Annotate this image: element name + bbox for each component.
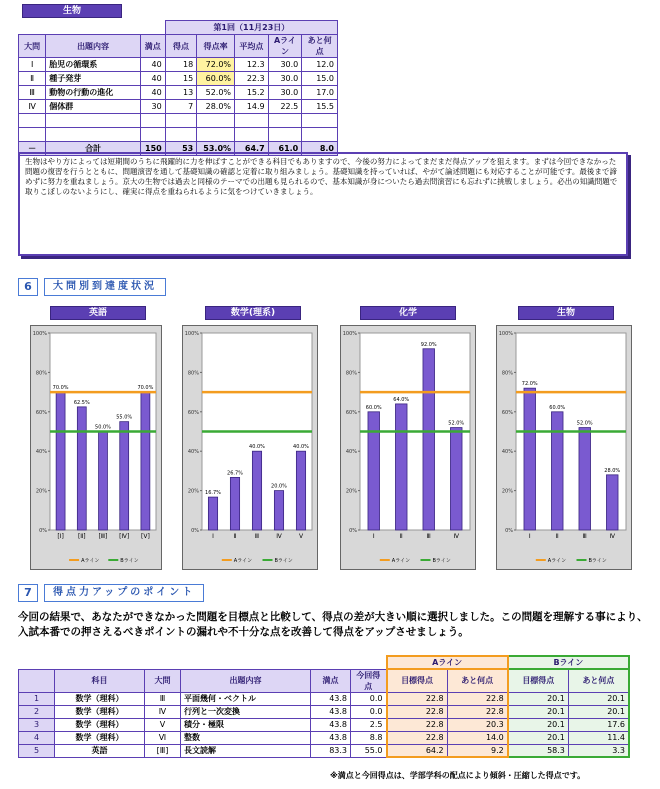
bar xyxy=(524,388,536,530)
improvement-cell-no: 4 xyxy=(19,731,55,744)
improvement-cell-b-target: 20.1 xyxy=(508,731,569,744)
y-tick-label: 0% xyxy=(349,528,357,534)
bar-chart xyxy=(30,325,162,570)
y-tick-label: 0% xyxy=(191,528,199,534)
improvement-table xyxy=(18,655,630,758)
section7-number: 7 xyxy=(18,584,38,602)
bline-group-header: Bライン xyxy=(508,656,629,669)
category-label: Ⅲ xyxy=(582,533,587,540)
y-tick-label: 40% xyxy=(35,449,47,456)
improvement-row xyxy=(19,705,630,718)
aline-group-header: Aライン xyxy=(387,656,508,669)
legend-aline-label: Aライン xyxy=(547,558,567,564)
data-label: 64.0% xyxy=(393,396,410,403)
improvement-cell-score: 0.0 xyxy=(351,705,387,718)
improvement-cell-a-remain: 9.2 xyxy=(447,744,508,757)
y-tick-label: 100% xyxy=(498,331,513,337)
chart-title: 化学 xyxy=(360,306,456,320)
score-cell-remain: 12.0 xyxy=(302,58,338,72)
score-row xyxy=(19,100,338,114)
section6-title: 大問別到達度状況 xyxy=(44,278,166,296)
y-tick-label: 20% xyxy=(35,488,47,495)
category-label: Ⅴ xyxy=(298,533,304,540)
score-cell-max: 40 xyxy=(140,58,165,72)
score-cell-avg: 15.2 xyxy=(235,86,269,100)
category-label: Ⅳ xyxy=(453,533,460,540)
y-tick-label: 20% xyxy=(345,488,357,495)
y-tick-label: 80% xyxy=(501,370,513,377)
y-tick-label: 60% xyxy=(345,409,357,416)
col-daimon7: 大問 xyxy=(145,669,181,692)
improvement-cell-score: 2.5 xyxy=(351,718,387,731)
y-tick-label: 20% xyxy=(187,488,199,495)
category-label: Ⅳ xyxy=(609,533,616,540)
footnote: ※満点と今回得点は、学部学科の配点により傾斜・圧縮した得点です。 xyxy=(330,771,586,780)
score-cell-content: 種子発芽 xyxy=(46,72,141,86)
improvement-cell-content: 積分・極限 xyxy=(181,718,311,731)
improvement-cell-score: 0.0 xyxy=(351,692,387,705)
col-content: 出題内容 xyxy=(46,35,141,58)
improvement-cell-score: 55.0 xyxy=(351,744,387,757)
improvement-cell-a-target: 22.8 xyxy=(387,692,448,705)
section6-number: 6 xyxy=(18,278,38,296)
improvement-cell-max: 43.8 xyxy=(311,705,351,718)
bar xyxy=(296,451,305,530)
score-table xyxy=(18,20,338,156)
improvement-cell-content: 行列と一次変換 xyxy=(181,705,311,718)
improvement-cell-a-target: 22.8 xyxy=(387,705,448,718)
score-cell-daimon: Ⅰ xyxy=(19,58,46,72)
improvement-cell-no: 3 xyxy=(19,718,55,731)
improvement-cell-daimon: Ⅵ xyxy=(145,731,181,744)
improvement-cell-subject: 数学（理科） xyxy=(55,718,145,731)
legend-aline-label: Aライン xyxy=(81,558,100,564)
bar xyxy=(208,497,217,530)
score-cell-max: 30 xyxy=(140,100,165,114)
y-tick-label: 100% xyxy=(342,331,357,337)
data-label: 52.0% xyxy=(448,420,465,427)
score-cell-score: 13 xyxy=(165,86,197,100)
bar-chart xyxy=(496,325,632,570)
improvement-row xyxy=(19,731,630,744)
improvement-cell-subject: 数学（理科） xyxy=(55,692,145,705)
y-tick-label: 20% xyxy=(501,488,513,495)
improvement-cell-subject: 数学（理科） xyxy=(55,705,145,718)
data-label: 55.0% xyxy=(116,414,133,421)
data-label: 62.5% xyxy=(73,399,90,406)
col-rate: 得点率 xyxy=(197,35,235,58)
col-a-remain: あと何点 xyxy=(447,669,508,692)
data-label: 26.7% xyxy=(227,470,243,477)
score-row xyxy=(19,86,338,100)
score-cell-content: 胎児の循環系 xyxy=(46,58,141,72)
bar xyxy=(423,349,435,530)
col-daimon: 大問 xyxy=(19,35,46,58)
category-label: [Ⅱ] xyxy=(77,533,86,540)
y-tick-label: 0% xyxy=(505,528,513,534)
improvement-cell-a-target: 22.8 xyxy=(387,731,448,744)
improvement-cell-daimon: Ⅴ xyxy=(145,718,181,731)
legend-aline-label: Aライン xyxy=(391,558,411,564)
y-tick-label: 40% xyxy=(501,449,513,456)
data-label: 20.0% xyxy=(271,483,287,490)
legend-bline-label: Bライン xyxy=(274,558,293,564)
bar xyxy=(252,451,261,530)
bar xyxy=(230,477,239,530)
col-score7: 今回得点 xyxy=(351,669,387,692)
data-label: 52.0% xyxy=(576,420,593,427)
score-cell-max: 40 xyxy=(140,72,165,86)
col-a-target: 目標得点 xyxy=(387,669,448,692)
improvement-cell-a-remain: 14.0 xyxy=(447,731,508,744)
data-label: 28.0% xyxy=(604,467,621,474)
improvement-cell-no: 2 xyxy=(19,705,55,718)
legend-bline-label: Bライン xyxy=(588,558,607,564)
y-tick-label: 40% xyxy=(187,449,199,456)
improvement-cell-b-remain: 20.1 xyxy=(568,692,629,705)
score-cell-daimon: Ⅳ xyxy=(19,100,46,114)
chart-title: 英語 xyxy=(50,306,146,320)
improvement-cell-subject: 数学（理科） xyxy=(55,731,145,744)
col-b-remain: あと何点 xyxy=(568,669,629,692)
improvement-cell-b-target: 20.1 xyxy=(508,718,569,731)
data-label: 72.0% xyxy=(521,381,538,388)
y-tick-label: 40% xyxy=(345,449,357,456)
improvement-cell-b-remain: 3.3 xyxy=(568,744,629,757)
y-tick-label: 80% xyxy=(345,370,357,377)
y-tick-label: 80% xyxy=(187,370,199,377)
improvement-cell-subject: 英語 xyxy=(55,744,145,757)
legend-bline-label: Bライン xyxy=(120,558,139,564)
score-cell-aline: 30.0 xyxy=(268,58,302,72)
y-tick-label: 100% xyxy=(184,331,199,337)
improvement-cell-a-target: 64.2 xyxy=(387,744,448,757)
improvement-cell-daimon: [Ⅲ] xyxy=(145,744,181,757)
score-cell-remain: 15.0 xyxy=(302,72,338,86)
improvement-cell-content: 整数 xyxy=(181,731,311,744)
chart-title: 数学(理系) xyxy=(205,306,301,320)
score-cell-content: 個体群 xyxy=(46,100,141,114)
data-label: 50.0% xyxy=(95,424,111,431)
col-subject: 科目 xyxy=(55,669,145,692)
score-cell-rate: 52.0% xyxy=(197,86,235,100)
category-label: Ⅲ xyxy=(254,533,260,540)
improvement-cell-a-target: 22.8 xyxy=(387,718,448,731)
improvement-cell-max: 83.3 xyxy=(311,744,351,757)
score-cell-daimon: Ⅲ xyxy=(19,86,46,100)
bar xyxy=(395,404,407,530)
col-b-target: 目標得点 xyxy=(508,669,569,692)
bar xyxy=(141,392,150,530)
improvement-cell-max: 43.8 xyxy=(311,731,351,744)
improvement-cell-b-target: 20.1 xyxy=(508,705,569,718)
category-label: Ⅲ xyxy=(426,533,431,540)
improvement-cell-a-remain: 20.3 xyxy=(447,718,508,731)
category-label: [Ⅰ] xyxy=(57,533,64,540)
improvement-cell-b-remain: 20.1 xyxy=(568,705,629,718)
improvement-cell-a-remain: 22.8 xyxy=(447,692,508,705)
improvement-cell-b-remain: 17.6 xyxy=(568,718,629,731)
score-cell-score: 7 xyxy=(165,100,197,114)
score-cell-aline: 30.0 xyxy=(268,72,302,86)
bar xyxy=(274,491,283,530)
category-label: Ⅱ xyxy=(555,533,559,540)
improvement-cell-max: 43.8 xyxy=(311,692,351,705)
score-cell-avg: 14.9 xyxy=(235,100,269,114)
score-cell-remain: 17.0 xyxy=(302,86,338,100)
score-cell-rate: 60.0% xyxy=(197,72,235,86)
col-max: 満点 xyxy=(140,35,165,58)
improvement-cell-daimon: Ⅲ xyxy=(145,692,181,705)
improvement-cell-b-remain: 11.4 xyxy=(568,731,629,744)
data-label: 40.0% xyxy=(293,444,309,451)
bar xyxy=(579,428,591,530)
bar xyxy=(551,412,563,530)
category-label: Ⅰ xyxy=(212,533,214,540)
col-max7: 満点 xyxy=(311,669,351,692)
col-aline: Aライン xyxy=(268,35,302,58)
improvement-cell-no: 5 xyxy=(19,744,55,757)
improvement-row xyxy=(19,718,630,731)
score-cell-score: 15 xyxy=(165,72,197,86)
category-label: Ⅱ xyxy=(233,533,237,540)
data-label: 60.0% xyxy=(365,404,382,411)
improvement-cell-a-remain: 22.8 xyxy=(447,705,508,718)
improvement-cell-no: 1 xyxy=(19,692,55,705)
data-label: 40.0% xyxy=(249,444,265,451)
bar xyxy=(450,428,462,530)
bar-chart xyxy=(340,325,476,570)
bar xyxy=(56,392,65,530)
section7-intro: 今回の結果で、あなたができなかった問題を目標点と比較して、得点の差が大きい順に選択しました。この問題を理解する事により、入試本番での押さえるべきポイントの漏れや不十分な点を改善して得点をアップさせましょう。 xyxy=(18,611,648,638)
improvement-cell-content: 平面幾何・ベクトル xyxy=(181,692,311,705)
col-remain: あと何点 xyxy=(302,35,338,58)
chart-title: 生物 xyxy=(518,306,614,320)
improvement-row xyxy=(19,692,630,705)
y-tick-label: 60% xyxy=(35,409,47,416)
score-row xyxy=(19,72,338,86)
y-tick-label: 60% xyxy=(501,409,513,416)
bar xyxy=(77,407,86,530)
y-tick-label: 0% xyxy=(39,528,47,534)
total-row: － 合計 150 53 53.0% 64.7 61.0 8.0 xyxy=(19,142,338,156)
comment-box xyxy=(18,152,628,256)
improvement-cell-b-target: 20.1 xyxy=(508,692,569,705)
section7-title: 得点力アップのポイント xyxy=(44,584,204,602)
category-label: Ⅰ xyxy=(528,533,531,540)
legend-bline-label: Bライン xyxy=(432,558,451,564)
score-cell-max: 40 xyxy=(140,86,165,100)
bar xyxy=(368,412,380,530)
improvement-cell-content: 長文読解 xyxy=(181,744,311,757)
score-cell-content: 動物の行動の進化 xyxy=(46,86,141,100)
data-label: 16.7% xyxy=(205,490,221,497)
round-header: 第1回（11月23日） xyxy=(165,21,337,35)
bar-chart xyxy=(182,325,318,570)
category-label: Ⅱ xyxy=(399,533,403,540)
score-cell-rate: 72.0% xyxy=(197,58,235,72)
score-row xyxy=(19,58,338,72)
score-cell-score: 18 xyxy=(165,58,197,72)
category-label: Ⅰ xyxy=(372,533,375,540)
legend-aline-label: Aライン xyxy=(233,558,253,564)
score-cell-avg: 12.3 xyxy=(235,58,269,72)
y-tick-label: 60% xyxy=(187,409,199,416)
improvement-cell-score: 8.8 xyxy=(351,731,387,744)
category-label: [Ⅴ] xyxy=(141,533,150,540)
data-label: 70.0% xyxy=(137,385,154,392)
score-cell-daimon: Ⅱ xyxy=(19,72,46,86)
score-cell-aline: 30.0 xyxy=(268,86,302,100)
category-label: [Ⅳ] xyxy=(119,533,130,540)
bar xyxy=(120,422,129,530)
col-score: 得点 xyxy=(165,35,197,58)
data-label: 60.0% xyxy=(549,404,566,411)
improvement-row xyxy=(19,744,630,757)
data-label: 92.0% xyxy=(420,341,437,348)
score-cell-aline: 22.5 xyxy=(268,100,302,114)
improvement-cell-max: 43.8 xyxy=(311,718,351,731)
subject-tab: 生物 xyxy=(22,4,122,18)
data-label: 70.0% xyxy=(52,385,69,392)
score-cell-avg: 22.3 xyxy=(235,72,269,86)
improvement-cell-daimon: Ⅳ xyxy=(145,705,181,718)
col-avg: 平均点 xyxy=(235,35,269,58)
y-tick-label: 80% xyxy=(35,370,47,377)
col-content7: 出題内容 xyxy=(181,669,311,692)
category-label: Ⅳ xyxy=(276,533,282,540)
improvement-cell-b-target: 58.3 xyxy=(508,744,569,757)
comment-text: 生物はやり方によっては短期間のうちに飛躍的に力を伸ばすことができる科目でもありますので、今後の努力によってまだまだ得点アップを狙えます。まずは今回できなかった問題の復習を行うとともに、問題演習を通して基礎知識の確認と定着に取り組みましょう。基礎知識を持っていれば、やがて論述問題にも対応することが可能です。最後まで諦めずに努力を重ねましょう。京大の生物では過去と同様のテーマでの出題も見られるので、基本知識が身についたら過去問演習にも忘れずに挑戦しましょう。必出の知識問題で取りこぼしのないようにし、確実に得点を重ねられるように気をつけていきましょう。 xyxy=(25,157,618,196)
bar xyxy=(606,475,618,530)
score-cell-rate: 28.0% xyxy=(197,100,235,114)
category-label: [Ⅲ] xyxy=(98,533,108,540)
bar xyxy=(99,432,108,531)
score-cell-remain: 15.5 xyxy=(302,100,338,114)
y-tick-label: 100% xyxy=(32,331,47,337)
